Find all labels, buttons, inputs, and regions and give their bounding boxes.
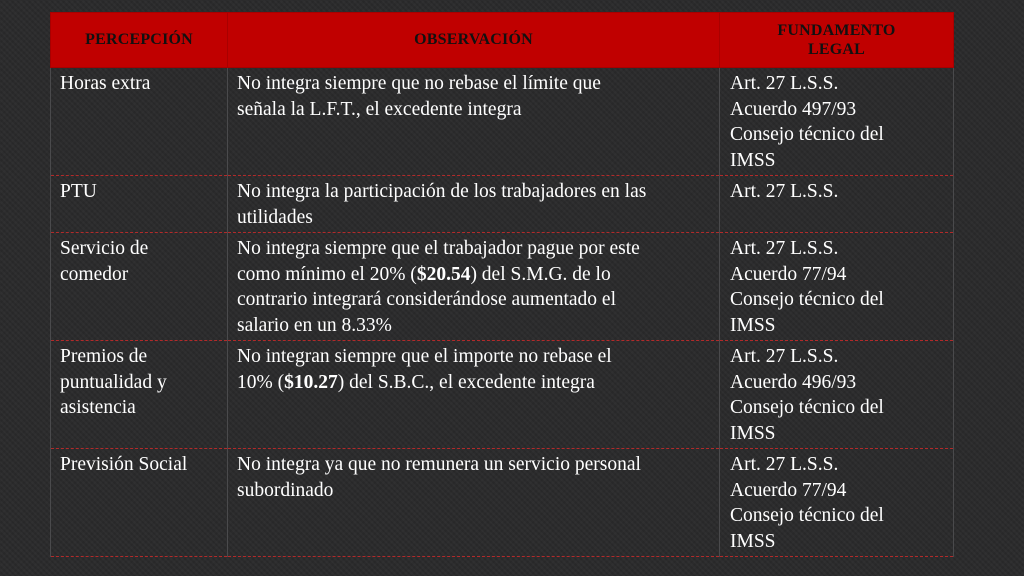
- observacion-text: ) del S.M.G. de lo: [470, 263, 611, 285]
- table-body: [51, 68, 954, 557]
- percepcion-cell: [51, 233, 228, 341]
- percepcion-cell: [51, 449, 228, 557]
- amount-value: $10.27: [284, 371, 338, 393]
- fundamento-text: Acuerdo 77/94: [730, 263, 847, 285]
- observacion-line: [237, 71, 713, 97]
- header-row: [51, 13, 954, 68]
- fundamento-text: IMSS: [730, 314, 776, 336]
- fundamento-text: Consejo técnico del: [730, 124, 884, 145]
- integration-table: [50, 12, 954, 557]
- observacion-line: [237, 344, 713, 370]
- header-fundamento-line-2: LEGAL: [807, 41, 865, 58]
- fundamento-text: Acuerdo 77/94: [730, 479, 847, 501]
- observacion-line: [237, 97, 713, 123]
- fundamento-cell: [720, 341, 954, 449]
- fundamento-text: Art. 27 L.S.S.: [730, 181, 839, 202]
- percepcion-text: Horas extra: [60, 73, 151, 94]
- observacion-line: [237, 179, 713, 205]
- header-observacion: OBSERVACIÓN: [228, 13, 720, 68]
- percepcion-cell: [51, 176, 228, 233]
- percepcion-text: puntualidad y: [60, 371, 167, 393]
- observacion-cell: [228, 176, 720, 233]
- observacion-line: [237, 313, 713, 339]
- table-row: [51, 233, 954, 341]
- table-row: [51, 176, 954, 233]
- fundamento-text: Consejo técnico del: [730, 289, 884, 310]
- observacion-line: [237, 478, 713, 504]
- observacion-text: No integran siempre que el importe no rebase el: [237, 346, 612, 367]
- fundamento-cell: [720, 68, 954, 176]
- table-row: [51, 341, 954, 449]
- percepcion-text: Premios de: [60, 346, 148, 367]
- fundamento-text: Art. 27 L.S.S.: [730, 73, 839, 94]
- fundamento-cell: [720, 449, 954, 557]
- percepcion-cell: [51, 68, 228, 176]
- observacion-line: [237, 262, 713, 288]
- percepcion-text: comedor: [60, 263, 129, 285]
- fundamento-text: Acuerdo 496/93: [730, 371, 857, 393]
- fundamento-text: Consejo técnico del: [730, 397, 884, 418]
- fundamento-text: IMSS: [730, 149, 776, 171]
- observacion-text: subordinado: [237, 479, 334, 501]
- percepcion-text: Previsión Social: [60, 454, 188, 475]
- fundamento-cell: [720, 176, 954, 233]
- fundamento-text: Acuerdo 497/93: [730, 98, 857, 120]
- header-fundamento-line-1: FUNDAMENTO: [777, 22, 896, 39]
- amount-value: $20.54: [416, 263, 471, 285]
- observacion-text: No integra siempre que no rebase el límite que: [237, 73, 601, 94]
- table-row: [51, 449, 954, 557]
- fundamento-text: Consejo técnico del: [730, 505, 884, 526]
- observacion-cell: [228, 68, 720, 176]
- observacion-text: como mínimo el 20% (: [237, 263, 417, 285]
- observacion-line: [237, 236, 713, 262]
- percepcion-text: Servicio de: [60, 238, 149, 259]
- observacion-cell: [228, 341, 720, 449]
- observacion-text: utilidades: [237, 206, 313, 228]
- observacion-text: No integra ya que no remunera un servicio personal: [237, 454, 641, 475]
- fundamento-cell: [720, 233, 954, 341]
- fundamento-text: IMSS: [730, 422, 776, 444]
- observacion-line: [237, 205, 713, 231]
- observacion-text: salario en un 8.33%: [237, 314, 392, 336]
- percepcion-text: asistencia: [60, 397, 136, 418]
- observacion-cell: [228, 233, 720, 341]
- fundamento-text: Art. 27 L.S.S.: [730, 238, 839, 259]
- fundamento-text: Art. 27 L.S.S.: [730, 454, 839, 475]
- observacion-line: [237, 452, 713, 478]
- table-row: [51, 68, 954, 176]
- header-fundamento-legal: [720, 13, 954, 68]
- observacion-text: contrario integrará considerándose aumentado el: [237, 289, 617, 310]
- observacion-text: señala la L.F.T., el excedente integra: [237, 98, 522, 120]
- header-percepcion: PERCEPCIÓN: [51, 13, 228, 68]
- observacion-text: 10% (: [237, 371, 285, 393]
- observacion-text: ) del S.B.C., el excedente integra: [337, 371, 595, 393]
- percepcion-text: PTU: [60, 181, 97, 202]
- observacion-line: [237, 370, 713, 396]
- observacion-text: No integra siempre que el trabajador pague por este: [237, 238, 640, 259]
- observacion-text: No integra la participación de los trabajadores en las: [237, 181, 647, 202]
- observacion-cell: [228, 449, 720, 557]
- observacion-line: [237, 287, 713, 313]
- fundamento-text: Art. 27 L.S.S.: [730, 346, 839, 367]
- table-header: [51, 13, 954, 68]
- percepcion-cell: [51, 341, 228, 449]
- fundamento-text: IMSS: [730, 530, 776, 552]
